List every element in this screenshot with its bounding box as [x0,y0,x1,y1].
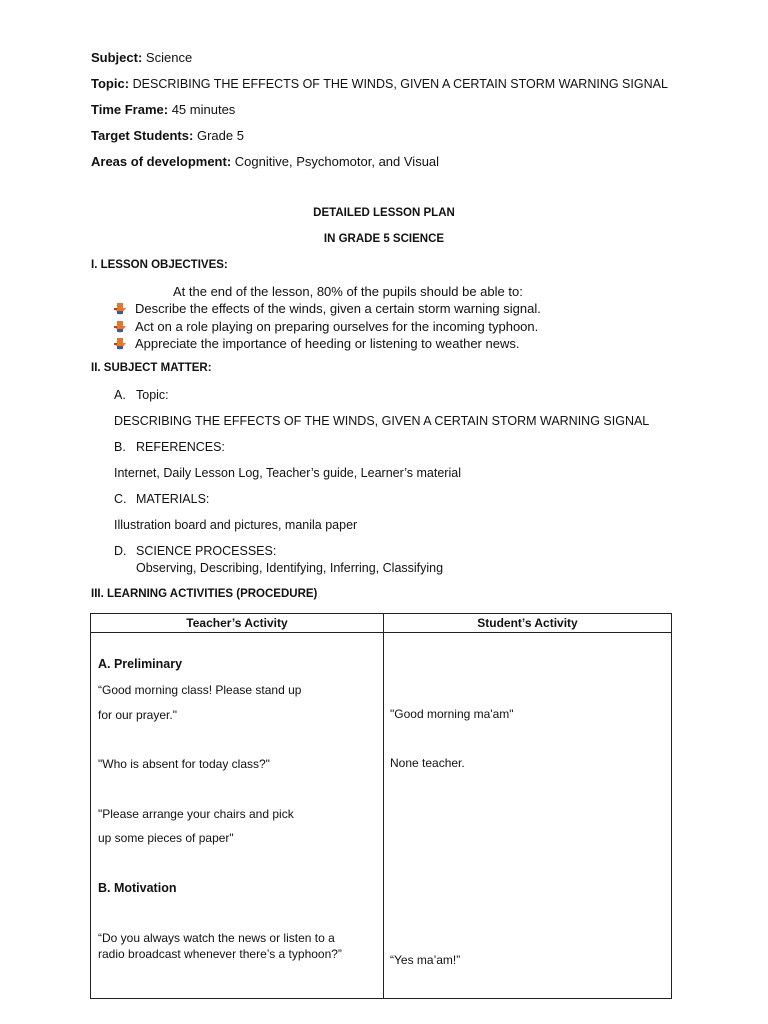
teacher-line: "Please arrange your chairs and pick [98,807,294,821]
objectives-heading: I. LESSON OBJECTIVES: [91,259,228,271]
sm-letter: A. [114,388,126,402]
sm-letter: B. [114,440,126,454]
sm-processes-label-row [114,544,276,558]
student-line: "Good morning ma'am" [390,707,514,721]
topic-value: DESCRIBING THE EFFECTS OF THE WINDS, GIVEN A CERTAIN STORM WARNING SIGNAL [132,77,668,91]
preliminary-heading: A. Preliminary [98,657,183,671]
teacher-line: radio broadcast whenever there’s a typhoon?” [98,947,342,961]
subject-line [91,50,192,65]
motivation-heading: B. Motivation [98,881,177,895]
teacher-activity-cell [91,633,384,999]
sm-references-label: REFERENCES: [136,440,225,454]
sm-references-label-row [114,440,225,454]
timeframe-line [91,102,235,117]
arrow-bullet-icon [114,338,126,350]
page-title: DETAILED LESSON PLAN [313,207,455,219]
objective-text: Appreciate the importance of heeding or listening to weather news. [135,336,520,351]
objective-text: Act on a role playing on preparing ourselves for the incoming typhoon. [135,319,539,334]
timeframe-value: 45 minutes [171,102,236,117]
target-value: Grade 5 [196,128,244,143]
timeframe-label: Time Frame: [91,102,169,117]
areas-label: Areas of development: [91,154,232,169]
target-line [91,128,244,143]
student-line: “Yes ma’am!” [390,953,461,967]
sm-materials-label: MATERIALS: [136,492,210,506]
col-header-student: Student’s Activity [384,614,672,633]
page-subtitle: IN GRADE 5 SCIENCE [323,233,445,245]
student-activity-cell [384,633,672,999]
sm-processes-value: Observing, Describing, Identifying, Inferring, Classifying [136,561,444,575]
areas-value: Cognitive, Psychomotor, and Visual [234,154,440,169]
sm-topic-value: DESCRIBING THE EFFECTS OF THE WINDS, GIVEN A CERTAIN STORM WARNING SIGNAL [114,414,650,428]
sm-letter: C. [114,492,127,506]
sm-topic-label: Topic: [136,388,169,402]
table-row [91,633,672,999]
teacher-line: “Good morning class! Please stand up [98,683,302,697]
teacher-line: up some pieces of paper" [98,831,234,845]
topic-line [91,76,668,91]
subject-value: Science [145,50,193,65]
sm-references-value: Internet, Daily Lesson Log, Teacher’s guide, Learner’s material [114,466,461,480]
activities-heading: III. LEARNING ACTIVITIES (PROCEDURE) [91,588,318,600]
subject-label: Subject: [91,50,143,65]
subject-matter-heading: II. SUBJECT MATTER: [91,362,212,374]
sm-materials-label-row [114,492,209,506]
sm-processes-label: SCIENCE PROCESSES: [136,544,277,558]
arrow-bullet-icon [114,303,126,315]
objectives-intro: At the end of the lesson, 80% of the pupils should be able to: [173,284,523,299]
objective-text: Describe the effects of the winds, given a certain storm warning signal. [135,301,541,316]
col-header-teacher: Teacher’s Activity [91,614,384,633]
target-label: Target Students: [91,128,194,143]
teacher-line: "Who is absent for today class?" [98,757,270,771]
sm-topic-label-row [114,388,169,402]
topic-label: Topic: [91,76,130,91]
sm-materials-value: Illustration board and pictures, manila paper [114,518,358,532]
sm-letter: D. [114,544,127,558]
teacher-line: “Do you always watch the news or listen to a [98,931,335,945]
arrow-bullet-icon [114,321,126,333]
areas-line [91,154,439,169]
student-line: None teacher. [390,756,465,770]
teacher-line: for our prayer." [98,708,177,722]
activities-table [90,613,672,999]
